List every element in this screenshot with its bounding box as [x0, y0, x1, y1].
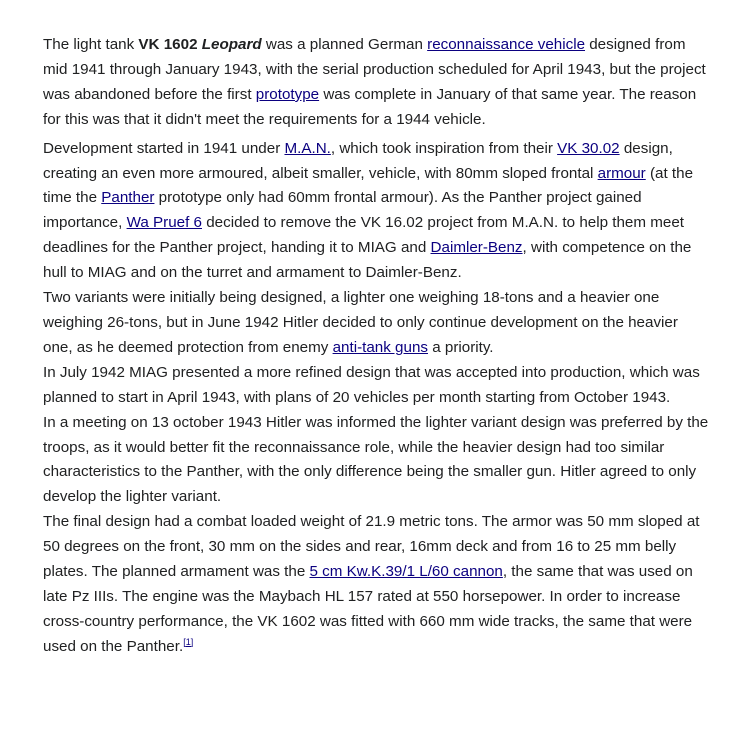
text: design, creating an even more armoured, albeit smaller, vehicle, with 80mm sloped frontal: [43, 139, 673, 182]
link-wa-pruef-6[interactable]: Wa Pruef 6: [126, 214, 202, 232]
link-anti-tank-guns[interactable]: anti-tank guns: [332, 338, 428, 356]
link-prototype[interactable]: prototype: [255, 85, 320, 103]
link-panther[interactable]: Panther: [101, 189, 155, 207]
text: The final design had a combat loaded weight of 21.9 metric tons. The armor was 50 mm sloped at 50 degrees on the front, 30 mm on the sides and rear, 16mm deck and from 16 to 25 mm belly plates. The planned armament was the: [43, 513, 700, 581]
paragraph-development: [43, 137, 711, 286]
link-5cm-kwk-cannon[interactable]: 5 cm Kw.K.39/1 L/60 cannon: [309, 563, 503, 581]
text: The light tank: [43, 36, 139, 53]
link-armour[interactable]: armour: [597, 164, 646, 182]
text: (at the time the: [43, 164, 694, 207]
link-man[interactable]: M.A.N.: [284, 139, 331, 157]
text: Development started in 1941 under: [43, 139, 285, 157]
paragraph-variants: [43, 286, 711, 361]
link-daimler-benz[interactable]: Daimler-Benz: [430, 239, 523, 257]
text: prototype only had 60mm frontal armour). As the Panther project gained importance,: [43, 189, 642, 232]
paragraph-miag: In July 1942 MIAG presented a more refined design that was accepted into production, which was planned to start in April 1943, with plans of 20 vehicles per month starting from October 1943.: [43, 363, 700, 406]
link-reconnaissance-vehicle[interactable]: reconnaissance vehicle: [427, 36, 586, 53]
link-vk-30-02[interactable]: VK 30.02: [557, 139, 620, 157]
tank-name-bold: VK 1602: [138, 36, 198, 53]
text: designed from mid 1941 through January 1943, with the serial production scheduled for April 1943, but the project was abandoned before the first: [43, 36, 706, 103]
text: was a planned German: [261, 36, 428, 53]
text: was complete in January of that same year. The reason for this was that it didn't meet the requirements for a 1944 vehicle.: [43, 85, 697, 128]
text: Two variants were initially being designed, a lighter one weighing 18-tons and a heavier one weighing 26-tons, but in June 1942 Hitler decided to only continue development on the heavier one, as he deemed protection from enemy: [43, 289, 678, 356]
text: , the same that was used on late Pz IIIs. The engine was the Maybach HL 157 rated at 550 horsepower. In order to increase cross-country performance, the VK 1602 was fitted with 660 mm wide tracks, the same that were used on the Panther.: [43, 563, 693, 655]
paragraph-intro: [43, 33, 711, 133]
text: a priority.: [427, 338, 494, 356]
paragraph-meeting: In a meeting on 13 october 1943 Hitler was informed the lighter variant design was preferred by the troops, as it would better fit the reconnaissance role, while the heavier design had too similar characteristics to the Panther, with the only difference being the smaller gun. Hitler agreed to only develop the lighter variant.: [43, 413, 709, 506]
reference-1[interactable]: [1]: [183, 636, 194, 647]
text: , which took inspiration from their: [330, 139, 558, 157]
paragraph-final-design: [43, 510, 711, 659]
tank-nickname: Leopard: [201, 36, 262, 53]
text: decided to remove the VK 16.02 project from M.A.N. to help them meet deadlines for the Panther project, handing it to MIAG and: [43, 214, 685, 257]
text: , with competence on the hull to MIAG and on the turret and armament to Daimler-Benz.: [43, 239, 692, 282]
article-body: [43, 33, 711, 660]
